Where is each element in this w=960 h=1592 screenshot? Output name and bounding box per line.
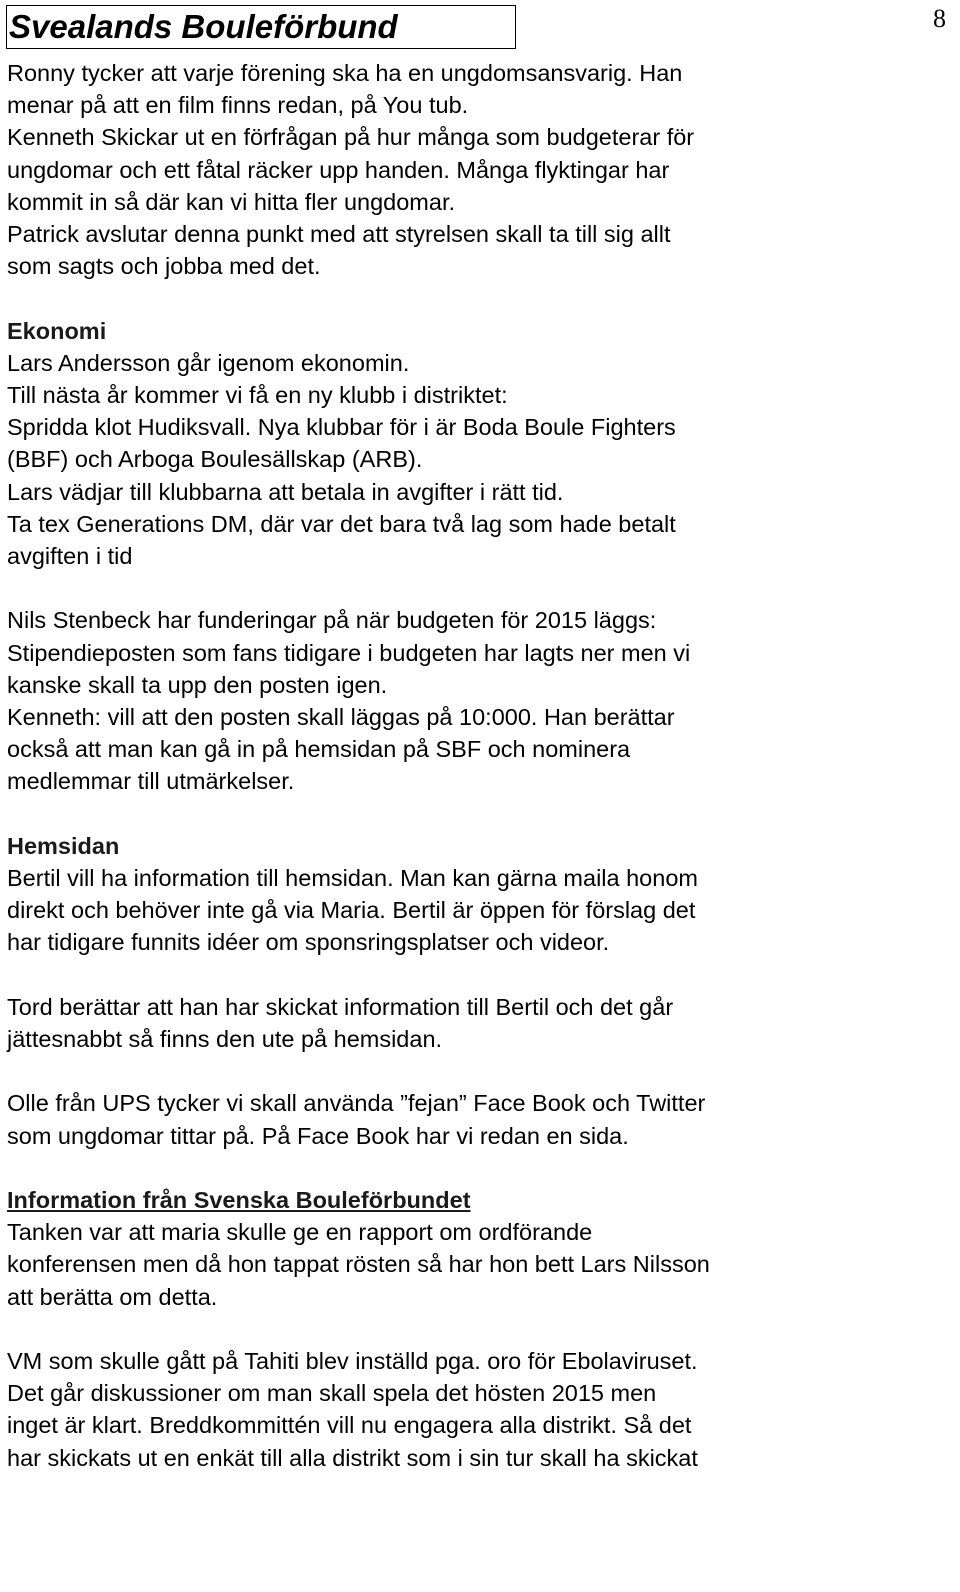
spacer xyxy=(7,1152,947,1184)
document-title: Svealands Bouleförbund xyxy=(9,8,398,45)
text-line: Spridda klot Hudiksvall. Nya klubbar för i är Boda Boule Fighters xyxy=(7,414,676,441)
text-line: Ta tex Generations DM, där var det bara två lag som hade betalt xyxy=(7,510,676,537)
text-line: inget är klart. Breddkommittén vill nu engagera alla distrikt. Så det xyxy=(7,1412,692,1439)
section-ekonomi xyxy=(7,315,947,573)
text-line: Nils Stenbeck har funderingar på när budgeten för 2015 läggs: xyxy=(7,607,657,634)
text-line: Lars Andersson går igenom ekonomin. xyxy=(7,349,410,376)
text-line: också att man kan gå in på hemsidan på SBF och nominera xyxy=(7,736,631,763)
text-line: ungdomar och ett fåtal räcker upp handen. Många flyktingar har xyxy=(7,156,670,183)
text-line: menar på att en film finns redan, på You tub. xyxy=(7,92,469,119)
document-header-box xyxy=(6,5,516,49)
text-line: Olle från UPS tycker vi skall använda ”fejan” Face Book och Twitter xyxy=(7,1090,706,1117)
section-heading-hemsidan: Hemsidan xyxy=(7,832,120,859)
spacer xyxy=(7,572,947,604)
paragraph-olle xyxy=(7,1087,947,1151)
section-svenska-bouleforbundet xyxy=(7,1184,947,1313)
text-line: direkt och behöver inte gå via Maria. Bertil är öppen för förslag det xyxy=(7,897,696,924)
text-line: som ungdomar tittar på. På Face Book har vi redan en sida. xyxy=(7,1122,629,1149)
spacer xyxy=(7,959,947,991)
section-hemsidan xyxy=(7,830,947,959)
text-line: jättesnabbt så finns den ute på hemsidan. xyxy=(7,1026,443,1053)
section-heading-ekonomi: Ekonomi xyxy=(7,317,107,344)
text-line: som sagts och jobba med det. xyxy=(7,253,321,280)
paragraph-ungdom xyxy=(7,57,947,282)
text-line: Patrick avslutar denna punkt med att styrelsen skall ta till sig allt xyxy=(7,221,671,248)
spacer xyxy=(7,282,947,314)
text-line: kanske skall ta upp den posten igen. xyxy=(7,671,388,698)
text-line: Till nästa år kommer vi få en ny klubb i distriktet: xyxy=(7,382,508,409)
spacer xyxy=(7,798,947,830)
text-line: VM som skulle gått på Tahiti blev inställd pga. oro för Ebolaviruset. xyxy=(7,1348,698,1375)
text-line: Lars vädjar till klubbarna att betala in avgifter i rätt tid. xyxy=(7,478,564,505)
text-line: Det går diskussioner om man skall spela det hösten 2015 men xyxy=(7,1380,657,1407)
page-number: 8 xyxy=(933,4,946,33)
text-line: konferensen men då hon tappat rösten så har hon bett Lars Nilsson xyxy=(7,1251,710,1278)
text-line: Kenneth: vill att den posten skall läggas på 10:000. Han berättar xyxy=(7,704,675,731)
text-line: kommit in så där kan vi hitta fler ungdomar. xyxy=(7,188,456,215)
section-heading-sbf: Information från Svenska Bouleförbundet xyxy=(7,1187,471,1214)
text-line: Bertil vill ha information till hemsidan. Man kan gärna maila honom xyxy=(7,865,698,892)
text-line: (BBF) och Arboga Boulesällskap (ARB). xyxy=(7,446,423,473)
spacer xyxy=(7,1055,947,1087)
text-line: Kenneth Skickar ut en förfrågan på hur många som budgeterar för xyxy=(7,124,695,151)
text-line: Tord berättar att han har skickat information till Bertil och det går xyxy=(7,993,674,1020)
text-line: Tanken var att maria skulle ge en rapport om ordförande xyxy=(7,1219,593,1246)
document-body xyxy=(7,57,947,1474)
text-line: Stipendieposten som fans tidigare i budgeten har lagts ner men vi xyxy=(7,639,691,666)
text-line: har skickats ut en enkät till alla distrikt som i sin tur skall ha skickat xyxy=(7,1444,698,1471)
paragraph-nils xyxy=(7,604,947,797)
text-line: avgiften i tid xyxy=(7,543,133,570)
paragraph-tord xyxy=(7,991,947,1055)
spacer xyxy=(7,1313,947,1345)
text-line: Ronny tycker att varje förening ska ha en ungdomsansvarig. Han xyxy=(7,60,683,86)
text-line: medlemmar till utmärkelser. xyxy=(7,768,295,795)
text-line: att berätta om detta. xyxy=(7,1283,218,1310)
text-line: har tidigare funnits idéer om sponsringsplatser och videor. xyxy=(7,929,610,956)
paragraph-vm xyxy=(7,1345,947,1474)
